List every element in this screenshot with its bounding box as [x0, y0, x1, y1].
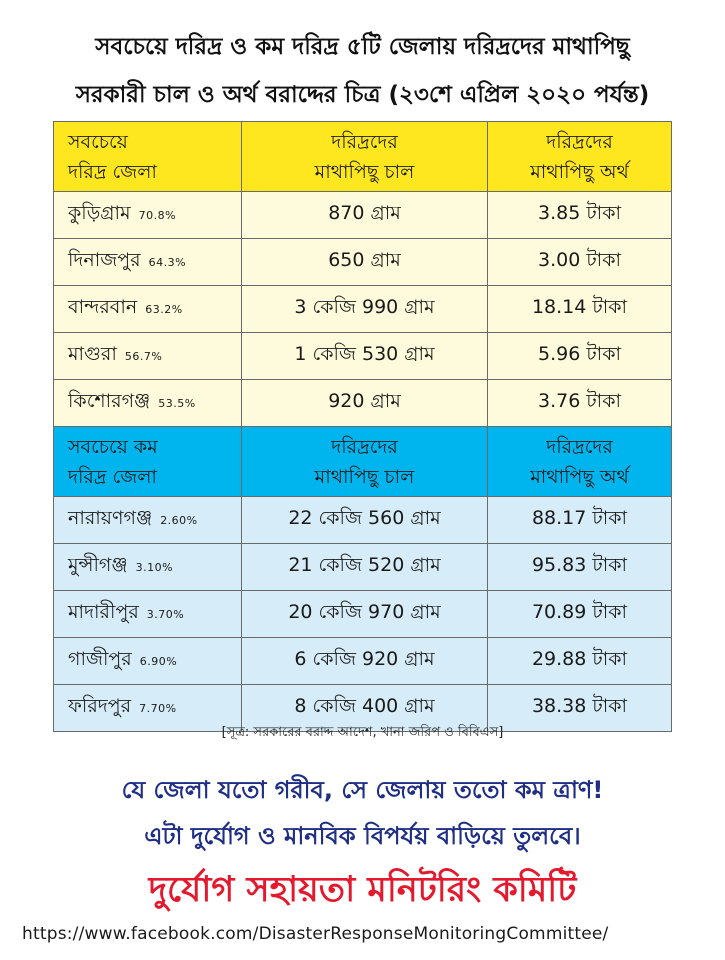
header-text: দরিদ্র জেলা	[68, 465, 157, 488]
district-cell	[54, 286, 242, 333]
money-cell: 3.00 টাকা	[488, 239, 672, 286]
money-cell: 5.96 টাকা	[488, 333, 672, 380]
district-name: কিশোরগঞ্জ	[68, 390, 151, 412]
rice-cell: 870 গ্রাম	[242, 192, 488, 239]
poster-title-line-2: সরকারী চাল ও অর্থ বরাদ্দের চিত্র (২৩শে এপ্রিল ২০২০ পর্যন্ত)	[75, 82, 650, 108]
least-poor-header-row	[54, 427, 672, 497]
district-cell	[54, 380, 242, 427]
allocation-table	[53, 121, 672, 732]
money-cell: 29.88 টাকা	[488, 638, 672, 685]
rice-cell: 650 গ্রাম	[242, 239, 488, 286]
header-rice	[242, 427, 488, 497]
rice-cell: 20 কেজি 970 গ্রাম	[242, 591, 488, 638]
rice-cell: 920 গ্রাম	[242, 380, 488, 427]
money-cell: 18.14 টাকা	[488, 286, 672, 333]
table-row	[54, 192, 672, 239]
district-cell	[54, 239, 242, 286]
poverty-rate: 2.60%	[160, 514, 198, 527]
district-cell	[54, 638, 242, 685]
header-money	[488, 122, 672, 192]
poverty-rate: 3.10%	[135, 561, 174, 574]
header-rice	[242, 122, 488, 192]
poverty-rate: 6.90%	[139, 655, 178, 668]
poverty-rate: 70.8%	[138, 209, 177, 222]
header-text: দরিদ্রদের	[546, 435, 613, 458]
table-row	[54, 239, 672, 286]
money-cell: 3.76 টাকা	[488, 380, 672, 427]
money-cell: 3.85 টাকা	[488, 192, 672, 239]
rice-cell: 8 কেজি 400 গ্রাম	[242, 685, 488, 732]
rice-cell: 1 কেজি 530 গ্রাম	[242, 333, 488, 380]
rice-cell: 22 কেজি 560 গ্রাম	[242, 497, 488, 544]
district-name: দিনাজপুর	[68, 249, 141, 271]
slogan-line-1: যে জেলা যতো গরীব, সে জেলায় ততো কম ত্রাণ!	[121, 776, 604, 804]
table-row	[54, 333, 672, 380]
header-text: দরিদ্রদের	[331, 435, 398, 458]
header-text: সবচেয়ে	[68, 130, 128, 153]
header-district	[54, 427, 242, 497]
organization-name: দুর্যোগ সহায়তা মনিটরিং কমিটি	[148, 870, 577, 910]
district-cell	[54, 333, 242, 380]
header-text: দরিদ্রদের	[546, 130, 613, 153]
money-cell: 88.17 টাকা	[488, 497, 672, 544]
table-row	[54, 497, 672, 544]
money-cell: 70.89 টাকা	[488, 591, 672, 638]
header-money	[488, 427, 672, 497]
district-cell	[54, 591, 242, 638]
header-text: দরিদ্র জেলা	[68, 160, 157, 183]
rice-cell: 3 কেজি 990 গ্রাম	[242, 286, 488, 333]
district-name: বান্দরবান	[68, 296, 138, 318]
slogan-line-2: এটা দুর্যোগ ও মানবিক বিপর্যয় বাড়িয়ে তুলবে।	[144, 822, 581, 850]
district-name: মুন্সীগঞ্জ	[68, 554, 128, 576]
poorest-header-row	[54, 122, 672, 192]
header-text: মাথাপিছু চাল	[314, 160, 415, 183]
poverty-rate: 7.70%	[139, 702, 177, 715]
header-text: মাথাপিছু অর্থ	[530, 160, 629, 183]
district-cell	[54, 544, 242, 591]
poverty-rate: 3.70%	[146, 608, 185, 621]
table-row	[54, 638, 672, 685]
district-cell	[54, 192, 242, 239]
header-text: মাথাপিছু চাল	[314, 465, 415, 488]
money-cell: 95.83 টাকা	[488, 544, 672, 591]
header-text: মাথাপিছু অর্থ	[530, 465, 629, 488]
poverty-rate: 63.2%	[145, 303, 183, 316]
district-name: ফরিদপুর	[68, 695, 132, 717]
district-name: মাদারীপুর	[68, 601, 139, 623]
poverty-rate: 64.3%	[148, 256, 187, 269]
header-text: দরিদ্রদের	[331, 130, 398, 153]
rice-cell: 6 কেজি 920 গ্রাম	[242, 638, 488, 685]
table-row	[54, 286, 672, 333]
facebook-url[interactable]: https://www.facebook.com/DisasterResponseMonitoringCommittee/	[22, 924, 609, 944]
district-name: কুড়িগ্রাম	[68, 202, 131, 224]
poster-title-line-1: সবচেয়ে দরিদ্র ও কম দরিদ্র ৫টি জেলায় দরিদ্রদের মাথাপিছু	[95, 34, 630, 60]
header-district	[54, 122, 242, 192]
district-cell	[54, 497, 242, 544]
table-row	[54, 544, 672, 591]
money-cell: 38.38 টাকা	[488, 685, 672, 732]
table-row	[54, 380, 672, 427]
rice-cell: 21 কেজি 520 গ্রাম	[242, 544, 488, 591]
table-row	[54, 591, 672, 638]
district-name: নারায়ণগঞ্জ	[68, 507, 153, 529]
poverty-rate: 53.5%	[158, 397, 196, 410]
poverty-rate: 56.7%	[124, 350, 163, 363]
district-name: গাজীপুর	[68, 648, 132, 670]
district-name: মাগুরা	[68, 343, 117, 365]
source-note: [সূত্র: সরকারের বরাদ্দ আদেশ, খানা জরিপ ও বিবিএস]	[221, 725, 504, 740]
header-text: সবচেয়ে কম	[68, 435, 158, 458]
